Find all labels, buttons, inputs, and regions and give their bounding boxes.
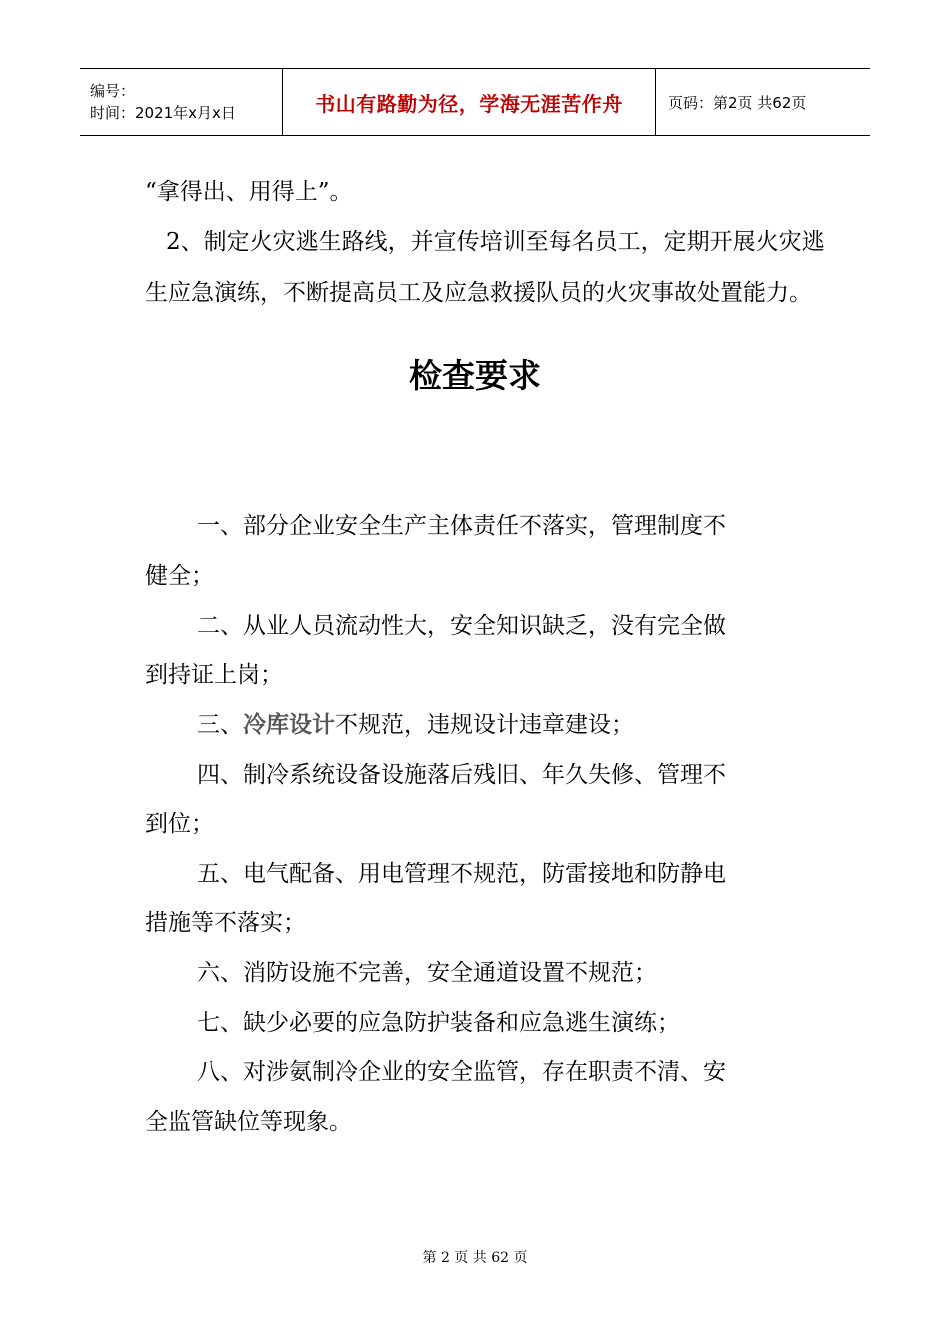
header-page-cell [656, 69, 871, 136]
header-page-code: 页码：第2页 共62页 [668, 93, 807, 112]
header-motto-cell [283, 69, 656, 136]
intro-line-1: “拿得出、用得上”。 [145, 179, 353, 205]
page-header [80, 68, 870, 136]
header-motto: 书山有路勤为径，学海无涯苦作舟 [315, 91, 623, 116]
header-meta-cell [80, 69, 283, 136]
item-8-line-2: 全监管缺位等现象。 [145, 1109, 352, 1135]
document-time-label: 时间：2021年x月x日 [90, 104, 236, 122]
item-3-highlight: 冷库设计 [243, 712, 335, 738]
item-1-line-2: 健全； [145, 563, 214, 589]
item-1-line-1: 一、部分企业安全生产主体责任不落实，管理制度不 [197, 513, 726, 539]
section-title: 检查要求 [409, 356, 541, 395]
item-3-prefix: 三、 [197, 712, 243, 738]
page-footer: 第 2 页 共 62 页 [422, 1250, 528, 1266]
item-8-line-1: 八、对涉氨制冷企业的安全监管，存在职责不清、安 [197, 1059, 726, 1085]
document-number-label: 编号： [90, 82, 136, 100]
paragraph-2-line-2: 生应急演练，不断提高员工及应急救援队员的火灾事故处置能力。 [145, 280, 812, 306]
item-4-line-2: 到位； [145, 811, 214, 837]
item-5-line-2: 措施等不落实； [145, 910, 306, 936]
item-2-line-1: 二、从业人员流动性大，安全知识缺乏，没有完全做 [197, 613, 726, 639]
item-2-line-2: 到持证上岗； [145, 662, 283, 688]
item-6: 六、消防设施不完善，安全通道设置不规范； [197, 960, 657, 986]
item-7: 七、缺少必要的应急防护装备和应急逃生演练； [197, 1010, 680, 1036]
paragraph-2-line-1: 2、制定火灾逃生路线，并宣传培训至每名员工，定期开展火灾逃 [166, 229, 825, 255]
item-5-line-1: 五、电气配备、用电管理不规范，防雷接地和防静电 [197, 861, 726, 887]
item-4-line-1: 四、制冷系统设备设施落后残旧、年久失修、管理不 [197, 762, 726, 788]
item-3 [197, 712, 862, 738]
item-3-rest: 不规范，违规设计违章建设； [335, 712, 634, 738]
